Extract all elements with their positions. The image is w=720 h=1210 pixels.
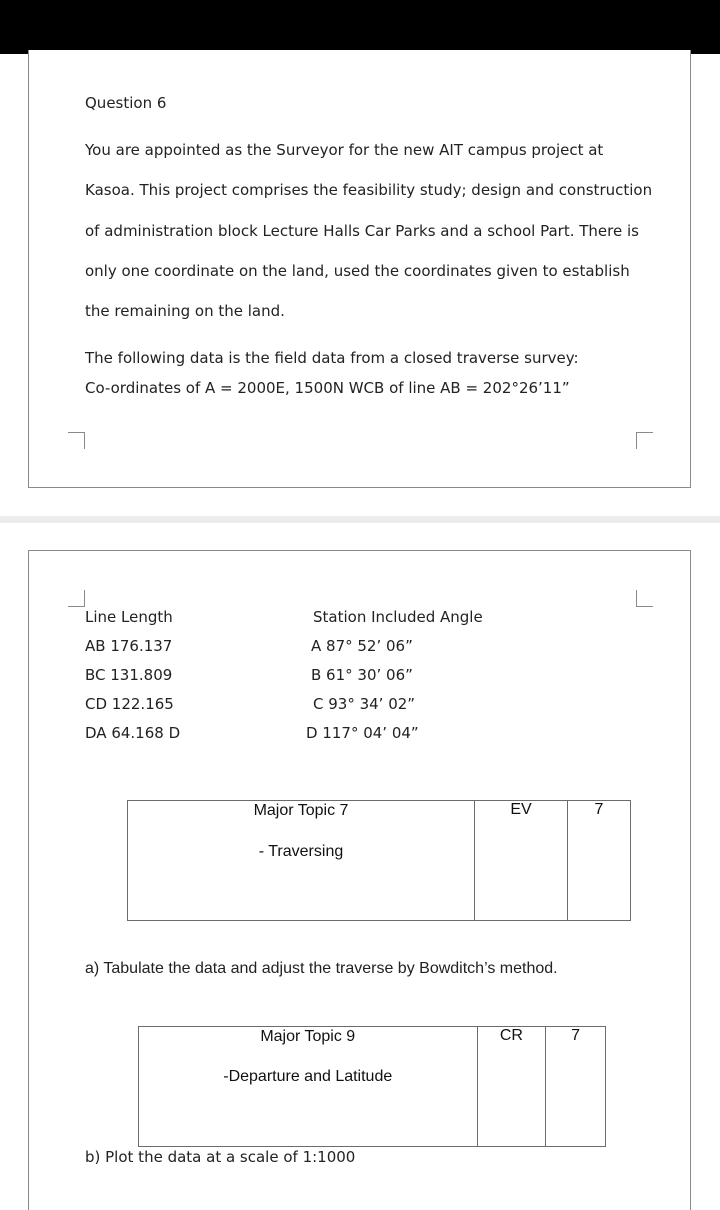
major-topic-7-table xyxy=(127,800,631,921)
crop-mark xyxy=(68,432,85,449)
question-title: Question 6 xyxy=(85,94,167,112)
paragraph-line: only one coordinate on the land, used the coordinates given to establish xyxy=(85,262,630,280)
line-length-row: AB 176.137 xyxy=(85,637,173,655)
topic-subtitle: -Departure and Latitude xyxy=(223,1068,393,1085)
included-angle-row: D 117° 04’ 04” xyxy=(306,724,419,742)
topic-marks: 7 xyxy=(568,801,631,921)
paragraph-line: the remaining on the land. xyxy=(85,302,285,320)
line-length-row: BC 131.809 xyxy=(85,666,173,684)
topic-subtitle: - Traversing xyxy=(258,843,344,860)
crop-mark xyxy=(636,432,653,449)
topic-cell xyxy=(139,1027,478,1147)
topic-code: EV xyxy=(475,801,568,921)
topic-cell xyxy=(128,801,475,921)
coordinates-line: Co-ordinates of A = 2000E, 1500N WCB of line AB = 202°26’11” xyxy=(85,379,570,397)
part-b-instruction: b) Plot the data at a scale of 1:1000 xyxy=(85,1148,356,1166)
topic-code: CR xyxy=(477,1027,546,1147)
paragraph-line: Kasoa. This project comprises the feasibility study; design and construction xyxy=(85,181,653,199)
crop-mark xyxy=(636,590,653,607)
line-length-row: DA 64.168 D xyxy=(85,724,181,742)
major-topic-9-table xyxy=(138,1026,606,1147)
column-header-line-length: Line Length xyxy=(85,608,173,626)
top-status-bar xyxy=(0,0,720,54)
part-a-instruction: a) Tabulate the data and adjust the traverse by Bowditch’s method. xyxy=(85,960,558,977)
paragraph-line: You are appointed as the Surveyor for the new AIT campus project at xyxy=(85,141,604,159)
data-intro: The following data is the field data from a closed traverse survey: xyxy=(85,349,579,367)
crop-mark xyxy=(68,590,85,607)
topic-title: Major Topic 9 xyxy=(260,1028,356,1045)
topic-title: Major Topic 7 xyxy=(253,802,349,819)
column-header-included-angle: Station Included Angle xyxy=(313,608,483,626)
topic-marks: 7 xyxy=(546,1027,606,1147)
included-angle-row: B 61° 30’ 06” xyxy=(311,666,413,684)
paragraph-line: of administration block Lecture Halls Car Parks and a school Part. There is xyxy=(85,222,639,240)
line-length-row: CD 122.165 xyxy=(85,695,174,713)
included-angle-row: A 87° 52’ 06” xyxy=(311,637,413,655)
included-angle-row: C 93° 34’ 02” xyxy=(313,695,416,713)
page-gap xyxy=(0,516,720,523)
